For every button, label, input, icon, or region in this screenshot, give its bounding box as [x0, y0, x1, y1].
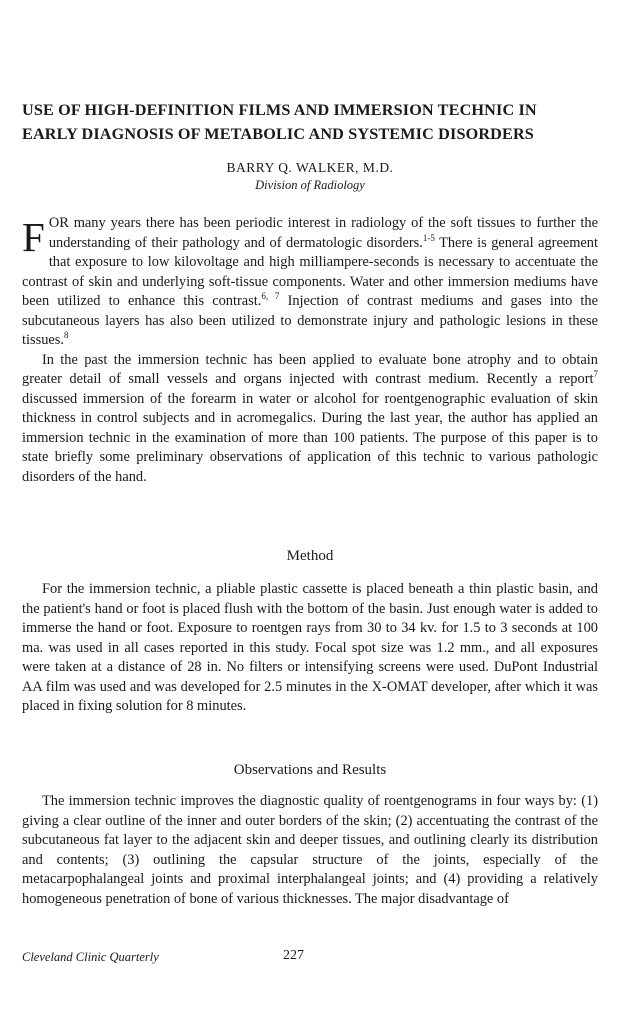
- intro-paragraph-2: In the past the immersion technic has been applied to evaluate bone atrophy and to obtain greater detail of small vessels and organs injected with contrast medium. Recently a report$^7$ discussed immersion of the forearm in water or alcohol for roentgenographic evaluation of skin thickness in control subjects and in acromegalics. During the last year, the author has applied an immersion technic in the examination of more than 100 patients. The purpose of this paper is to state briefly some preliminary observations of application of this technic to various pathologic disorders of the hand.: [22, 351, 598, 485]
- reference-marker: 8: [63, 330, 69, 341]
- method-paragraph: For the immersion technic, a pliable plastic cassette is placed beneath a thin plastic basin, and the patient's hand or foot is placed flush with the bottom of the basin. Just enough water is added to immerse the hand or foot. Exposure to roentgen rays from 30 to 34 kv. for 1.5 to 3 seconds at 100 ma. was used in all cases reported in this study. Focal spot size was 1.2 mm., and all exposures were taken at a distance of 28 in. No filters or intensifying screens were used. DuPont Industrial AA film was used and was developed for 2.5 minutes in the X-OMAT developer, after which it was placed in fixing solution for 8 minutes.: [22, 581, 598, 714]
- reference-marker: 6, 7: [261, 291, 280, 302]
- title-line-2: EARLY DIAGNOSIS OF METABOLIC AND SYSTEMIC DISORDERS: [22, 125, 534, 143]
- method-heading: Method: [286, 548, 334, 564]
- author-name: BARRY Q. WALKER, M.D.: [226, 160, 394, 175]
- page-number: 227: [283, 948, 304, 963]
- method-section: [22, 580, 598, 717]
- reference-marker: 1-5: [422, 232, 435, 243]
- results-heading: Observations and Results: [233, 762, 387, 778]
- author-affiliation: Division of Radiology: [255, 178, 365, 192]
- results-paragraph: The immersion technic improves the diagnostic quality of roentgenograms in four ways by: (1) giving a clear outline of the inner and outer borders of the skin; (2) accentuating the contrast of the subcutaneous fat layer to the adjacent skin and deeper tissues, and outlining clearly its distribution and contents; (3) outlining the capsular structure of the joints, especially of the metacarpophalangeal joints and proximal interphalangeal joints; and (4) providing a relatively homogeneous penetration of bone of various thicknesses. The major disadvantage of: [22, 793, 598, 907]
- drop-cap: F: [22, 214, 45, 260]
- title-line-1: USE OF HIGH-DEFINITION FILMS AND IMMERSION TECHNIC IN: [22, 101, 537, 119]
- reference-marker: 7: [593, 369, 598, 380]
- introduction-section: [22, 214, 598, 487]
- article-title: [22, 98, 602, 146]
- results-section: [22, 792, 598, 909]
- journal-name: Cleveland Clinic Quarterly: [22, 950, 159, 964]
- intro-paragraph-1: FOR many years there has been periodic interest in radiology of the soft tissues to further the understanding of their pathology and of dermatologic disorders.$^{1-5}$ There is general agreement that exposure to low kilovoltage and high milliampere-seconds is necessary to accentuate the contrast of skin and underlying soft-tissue components. Water and other immersion mediums have been utilized to enhance this contrast.$^{6, 7}$ Injection of contrast mediums and gases into the subcutaneous layers has also been utilized to demonstrate injury and pathologic lesions in these tissues.$^8$: [22, 214, 598, 348]
